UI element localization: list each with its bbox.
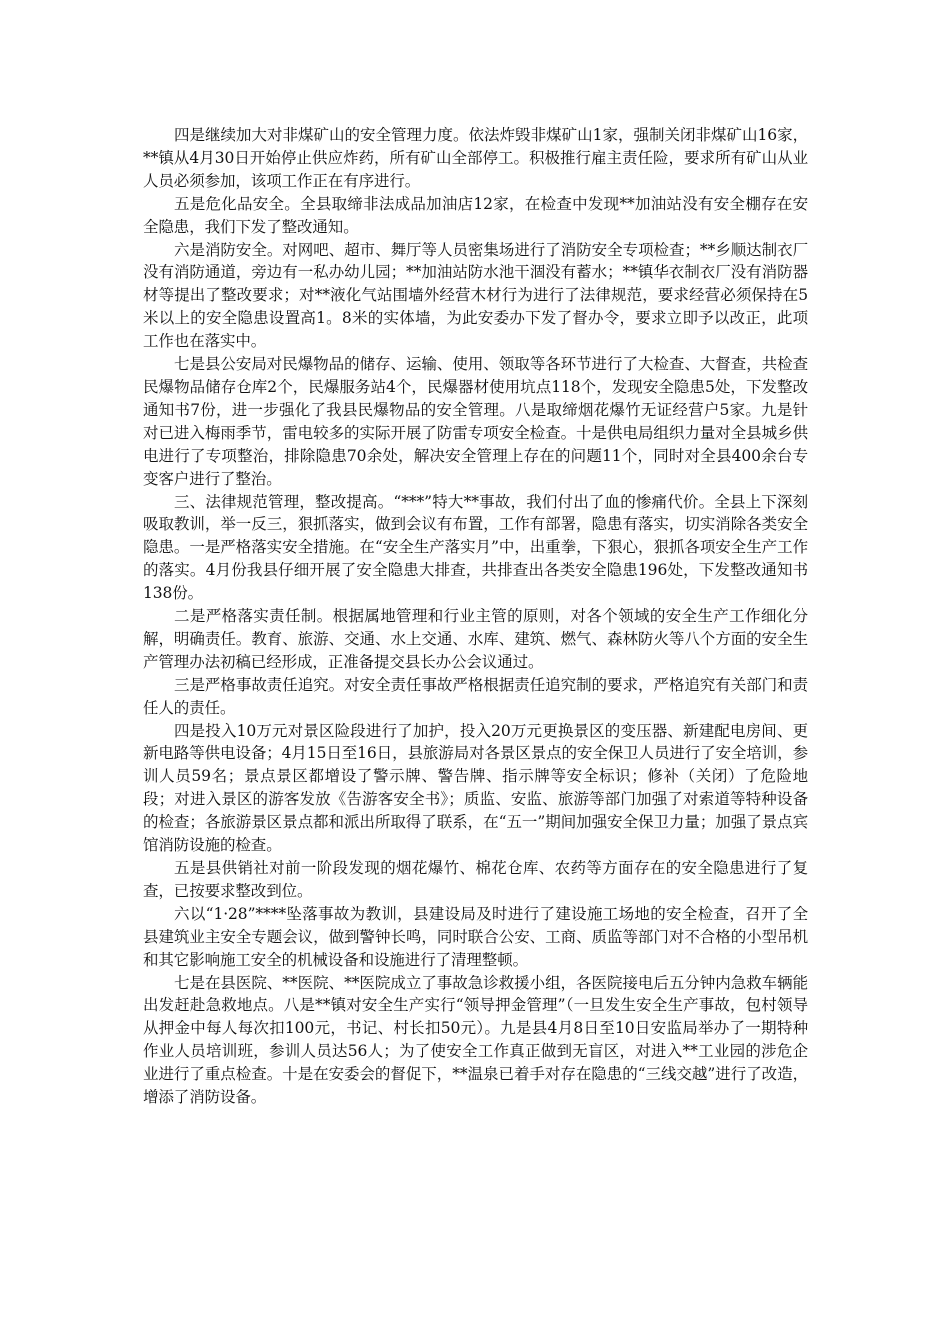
paragraph-11: 七是在县医院、**医院、**医院成立了事故急诊救援小组，各医院接电后五分钟内急救车辆能出发赶赴急救地点。八是**镇对安全生产实行“领导押金管理”（一旦发生安全生产事故，包村领导从押金中每人每次扣100元，书记、村长扣50元）。九是县4月8日至10日安监局举办了一期特种作业人员培训班，参训人员达56人；为了使安全工作真正做到无盲区，对进入**工业园的涉危企业进行了重点检查。十是在安委会的督促下，**温泉已着手对存在隐患的“三线交越”进行了改造，增添了消防设备。 bbox=[143, 973, 808, 1107]
paragraph-1: 四是继续加大对非煤矿山的安全管理力度。依法炸毁非煤矿山1家，强制关闭非煤矿山16家，**镇从4月30日开始停止供应炸药，所有矿山全部停工。积极推行雇主责任险，要求所有矿山从业人员必须参加，该项工作正在有序进行。 bbox=[143, 126, 808, 190]
paragraph-3: 六是消防安全。对网吧、超市、舞厅等人员密集场进行了消防安全专项检查；**乡顺达制衣厂没有消防通道，旁边有一私办幼儿园；**加油站防水池干涸没有蓄水；**镇华衣制衣厂没有消防器材等提出了整改要求；对**液化气站围墙外经营木材行为进行了法律规范，要求经营必须保持在5米以上的安全隐患设置高1。8米的实体墙，为此安委办下发了督办令，要求立即予以改正，此项工作也在落实中。 bbox=[143, 240, 808, 351]
paragraph-5: 三、法律规范管理，整改提高。“***”特大**事故，我们付出了血的惨痛代价。全县上下深刻吸取教训，举一反三，狠抓落实，做到会议有布置，工作有部署，隐患有落实，切实消除各类安全隐患。一是严格落实安全措施。在“安全生产落实月”中，出重拳，下狠心，狠抓各项安全生产工作的落实。4月份我县仔细开展了安全隐患大排查，共排查出各类安全隐患196处，下发整改通知书138份。 bbox=[143, 492, 808, 603]
paragraph-6: 二是严格落实责任制。根据属地管理和行业主管的原则，对各个领域的安全生产工作细化分解，明确责任。教育、旅游、交通、水上交通、水库、建筑、燃气、森林防火等八个方面的安全生产管理办法初稿已经形成，正准备提交县长办公会议通过。 bbox=[143, 607, 808, 671]
document-body bbox=[143, 124, 808, 1109]
paragraph-8: 四是投入10万元对景区险段进行了加护，投入20万元更换景区的变压器、新建配电房间、更新电路等供电设备；4月15日至16日，县旅游局对各景区景点的安全保卫人员进行了安全培训，参训人员59名；景点景区都增设了警示牌、警告牌、指示牌等安全标识；修补（关闭）了危险地段；对进入景区的游客发放《告游客安全书》；质监、安监、旅游等部门加强了对索道等特种设备的检查；各旅游景区景点都和派出所取得了联系，在“五一”期间加强安全保卫力量；加强了景点宾馆消防设施的检查。 bbox=[143, 721, 808, 855]
paragraph-4: 七是县公安局对民爆物品的储存、运输、使用、领取等各环节进行了大检查、大督查，共检查民爆物品储存仓库2个，民爆服务站4个，民爆器材使用坑点118个，发现安全隐患5处，下发整改通知书7份，进一步强化了我县民爆物品的安全管理。八是取缔烟花爆竹无证经营户5家。九是针对已进入梅雨季节，雷电较多的实际开展了防雷专项安全检查。十是供电局组织力量对全县城乡供电进行了专项整治，排除隐患70余处，解决安全管理上存在的问题11个，同时对全县400余台专变客户进行了整治。 bbox=[143, 355, 808, 488]
paragraph-9: 五是县供销社对前一阶段发现的烟花爆竹、棉花仓库、农药等方面存在的安全隐患进行了复查，已按要求整改到位。 bbox=[143, 859, 808, 900]
paragraph-2: 五是危化品安全。全县取缔非法成品加油店12家，在检查中发现**加油站没有安全棚存在安全隐患，我们下发了整改通知。 bbox=[143, 194, 808, 236]
paragraph-7: 三是严格事故责任追究。对安全责任事故严格根据责任追究制的要求，严格追究有关部门和责任人的责任。 bbox=[143, 675, 808, 717]
paragraph-10: 六以“1·28”****坠落事故为教训，县建设局及时进行了建设施工场地的安全检查，召开了全县建筑业主安全专题会议，做到警钟长鸣，同时联合公安、工商、质监等部门对不合格的小型吊机和其它影响施工安全的机械设备和设施进行了清理整顿。 bbox=[143, 904, 808, 969]
